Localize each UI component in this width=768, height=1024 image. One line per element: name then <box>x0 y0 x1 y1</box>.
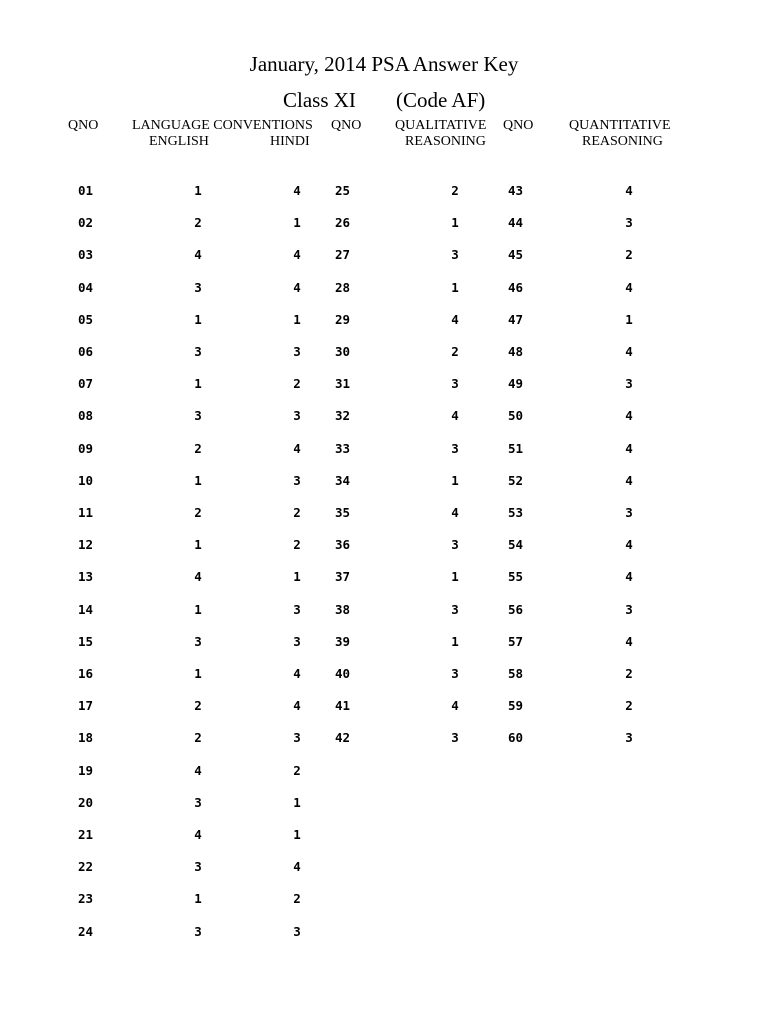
question-number: 10 <box>78 473 94 488</box>
question-number: 19 <box>78 763 94 778</box>
question-number: 07 <box>78 376 94 391</box>
header-hindi: HINDI <box>270 134 310 149</box>
english-answer: 1 <box>194 376 202 391</box>
question-number: 55 <box>508 569 524 584</box>
qualitative-answer: 4 <box>451 312 459 327</box>
question-number: 34 <box>335 473 351 488</box>
question-number: 45 <box>508 247 524 262</box>
qualitative-answer: 4 <box>451 408 459 423</box>
question-number: 25 <box>335 183 351 198</box>
question-number: 01 <box>78 183 94 198</box>
question-number: 15 <box>78 634 94 649</box>
question-number: 37 <box>335 569 351 584</box>
hindi-answer: 1 <box>293 312 301 327</box>
question-number: 59 <box>508 698 524 713</box>
hindi-answer: 2 <box>293 376 301 391</box>
header-english: ENGLISH <box>149 134 209 149</box>
quantitative-answer: 4 <box>625 537 633 552</box>
english-answer: 3 <box>194 344 202 359</box>
question-number: 11 <box>78 505 94 520</box>
qualitative-answer: 3 <box>451 602 459 617</box>
qualitative-answer: 3 <box>451 537 459 552</box>
english-answer: 2 <box>194 215 202 230</box>
question-number: 21 <box>78 827 94 842</box>
quantitative-answer: 1 <box>625 312 633 327</box>
question-number: 56 <box>508 602 524 617</box>
qualitative-answer: 1 <box>451 569 459 584</box>
qualitative-answer: 1 <box>451 473 459 488</box>
english-answer: 2 <box>194 441 202 456</box>
document-title: January, 2014 PSA Answer Key <box>249 52 519 76</box>
english-answer: 3 <box>194 408 202 423</box>
english-answer: 1 <box>194 183 202 198</box>
hindi-answer: 4 <box>293 280 301 295</box>
quantitative-answer: 3 <box>625 730 633 745</box>
question-number: 17 <box>78 698 94 713</box>
question-number: 14 <box>78 602 94 617</box>
question-number: 41 <box>335 698 351 713</box>
hindi-answer: 4 <box>293 698 301 713</box>
quantitative-answer: 4 <box>625 344 633 359</box>
english-answer: 4 <box>194 827 202 842</box>
qualitative-answer: 4 <box>451 698 459 713</box>
question-number: 22 <box>78 859 94 874</box>
english-answer: 1 <box>194 602 202 617</box>
question-number: 06 <box>78 344 94 359</box>
qualitative-answer: 3 <box>451 441 459 456</box>
question-number: 50 <box>508 408 524 423</box>
question-number: 51 <box>508 441 524 456</box>
hindi-answer: 1 <box>293 569 301 584</box>
question-number: 04 <box>78 280 94 295</box>
question-number: 27 <box>335 247 351 262</box>
english-answer: 3 <box>194 859 202 874</box>
question-number: 28 <box>335 280 351 295</box>
qualitative-answer: 3 <box>451 730 459 745</box>
english-answer: 2 <box>194 730 202 745</box>
class-label: Class XI <box>283 88 356 112</box>
question-number: 32 <box>335 408 351 423</box>
question-number: 20 <box>78 795 94 810</box>
question-number: 03 <box>78 247 94 262</box>
qualitative-answer: 3 <box>451 666 459 681</box>
hindi-answer: 1 <box>293 215 301 230</box>
quantitative-answer: 3 <box>625 376 633 391</box>
qualitative-answer: 2 <box>451 344 459 359</box>
hindi-answer: 3 <box>293 473 301 488</box>
question-number: 23 <box>78 891 94 906</box>
question-number: 44 <box>508 215 524 230</box>
qualitative-answer: 1 <box>451 215 459 230</box>
quantitative-answer: 3 <box>625 215 633 230</box>
question-number: 12 <box>78 537 94 552</box>
quantitative-answer: 4 <box>625 441 633 456</box>
english-answer: 4 <box>194 247 202 262</box>
question-number: 57 <box>508 634 524 649</box>
question-number: 33 <box>335 441 351 456</box>
header-qualitative: QUALITATIVE <box>395 118 487 133</box>
english-answer: 3 <box>194 634 202 649</box>
english-answer: 1 <box>194 666 202 681</box>
qualitative-answer: 4 <box>451 505 459 520</box>
header-quantitative-reasoning: REASONING <box>582 134 663 149</box>
hindi-answer: 4 <box>293 247 301 262</box>
qualitative-answer: 3 <box>451 247 459 262</box>
question-number: 48 <box>508 344 524 359</box>
hindi-answer: 1 <box>293 827 301 842</box>
question-number: 53 <box>508 505 524 520</box>
question-number: 18 <box>78 730 94 745</box>
question-number: 46 <box>508 280 524 295</box>
quantitative-answer: 3 <box>625 505 633 520</box>
english-answer: 1 <box>194 891 202 906</box>
quantitative-answer: 4 <box>625 473 633 488</box>
qualitative-answer: 2 <box>451 183 459 198</box>
question-number: 38 <box>335 602 351 617</box>
qualitative-answer: 1 <box>451 280 459 295</box>
code-label: (Code AF) <box>396 88 486 112</box>
hindi-answer: 4 <box>293 666 301 681</box>
quantitative-answer: 4 <box>625 183 633 198</box>
question-number: 43 <box>508 183 524 198</box>
english-answer: 1 <box>194 312 202 327</box>
quantitative-answer: 4 <box>625 280 633 295</box>
question-number: 30 <box>335 344 351 359</box>
hindi-answer: 2 <box>293 505 301 520</box>
quantitative-answer: 3 <box>625 602 633 617</box>
question-number: 54 <box>508 537 524 552</box>
question-number: 40 <box>335 666 351 681</box>
header-qno-3: QNO <box>503 118 534 133</box>
english-answer: 4 <box>194 763 202 778</box>
english-answer: 3 <box>194 924 202 939</box>
question-number: 09 <box>78 441 94 456</box>
qualitative-answer: 1 <box>451 634 459 649</box>
question-number: 36 <box>335 537 351 552</box>
hindi-answer: 3 <box>293 730 301 745</box>
question-number: 47 <box>508 312 524 327</box>
english-answer: 1 <box>194 473 202 488</box>
header-qualitative-reasoning: REASONING <box>405 134 486 149</box>
qualitative-answer: 3 <box>451 376 459 391</box>
question-number: 42 <box>335 730 351 745</box>
quantitative-answer: 4 <box>625 408 633 423</box>
header-quantitative: QUANTITATIVE <box>569 118 671 133</box>
header-qno-1: QNO <box>68 118 99 133</box>
hindi-answer: 4 <box>293 441 301 456</box>
hindi-answer: 3 <box>293 602 301 617</box>
question-number: 58 <box>508 666 524 681</box>
hindi-answer: 3 <box>293 634 301 649</box>
question-number: 60 <box>508 730 524 745</box>
hindi-answer: 3 <box>293 924 301 939</box>
question-number: 08 <box>78 408 94 423</box>
hindi-answer: 4 <box>293 183 301 198</box>
question-number: 13 <box>78 569 94 584</box>
question-number: 39 <box>335 634 351 649</box>
hindi-answer: 3 <box>293 344 301 359</box>
hindi-answer: 2 <box>293 537 301 552</box>
header-qno-2: QNO <box>331 118 362 133</box>
english-answer: 2 <box>194 698 202 713</box>
question-number: 52 <box>508 473 524 488</box>
header-language-conventions: LANGUAGE CONVENTIONS <box>132 118 313 133</box>
question-number: 49 <box>508 376 524 391</box>
question-number: 16 <box>78 666 94 681</box>
quantitative-answer: 4 <box>625 569 633 584</box>
english-answer: 3 <box>194 280 202 295</box>
english-answer: 4 <box>194 569 202 584</box>
hindi-answer: 4 <box>293 859 301 874</box>
quantitative-answer: 2 <box>625 666 633 681</box>
hindi-answer: 2 <box>293 891 301 906</box>
question-number: 29 <box>335 312 351 327</box>
english-answer: 1 <box>194 537 202 552</box>
quantitative-answer: 2 <box>625 247 633 262</box>
question-number: 35 <box>335 505 351 520</box>
question-number: 24 <box>78 924 94 939</box>
hindi-answer: 3 <box>293 408 301 423</box>
question-number: 05 <box>78 312 94 327</box>
question-number: 26 <box>335 215 351 230</box>
quantitative-answer: 2 <box>625 698 633 713</box>
quantitative-answer: 4 <box>625 634 633 649</box>
question-number: 31 <box>335 376 351 391</box>
english-answer: 3 <box>194 795 202 810</box>
english-answer: 2 <box>194 505 202 520</box>
question-number: 02 <box>78 215 94 230</box>
hindi-answer: 2 <box>293 763 301 778</box>
hindi-answer: 1 <box>293 795 301 810</box>
